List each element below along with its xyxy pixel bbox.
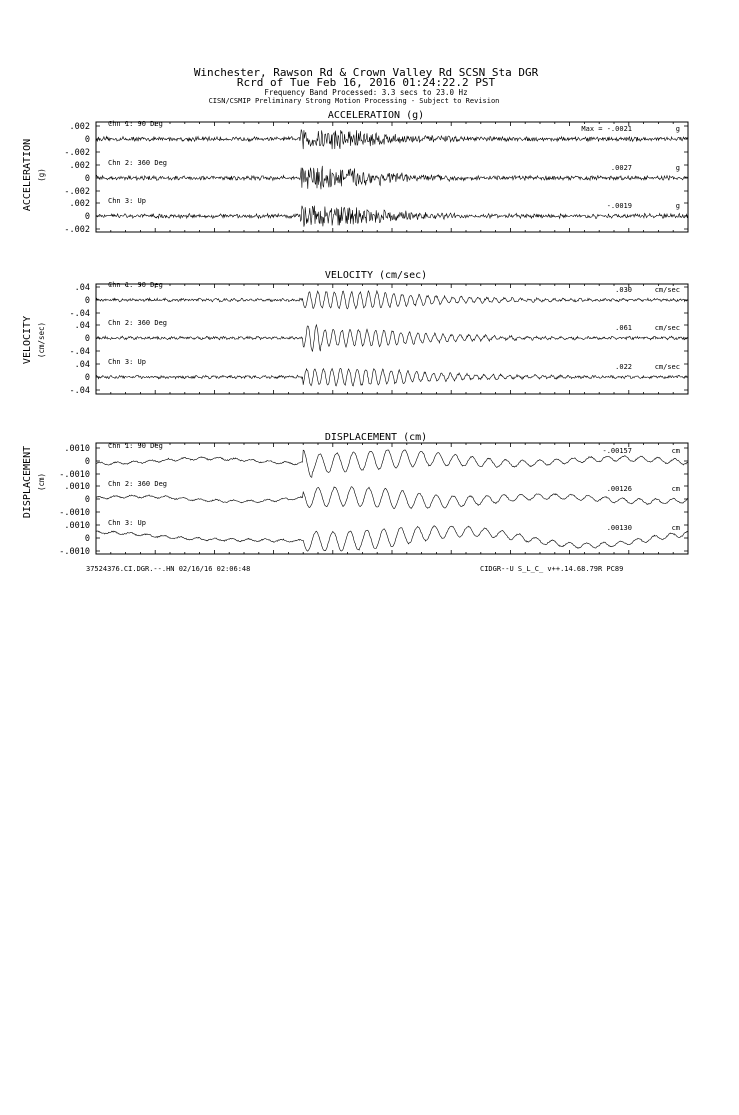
channel-label: Chn 2: 360 Deg	[108, 159, 168, 167]
y-tick-label: -.0010	[59, 547, 90, 557]
y-tick-label: 0	[84, 135, 90, 145]
panel-title: DISPLACEMENT (cm)	[324, 432, 428, 443]
channel-max-unit: cm	[671, 524, 680, 532]
channel-label: Chn 2: 360 Deg	[108, 319, 168, 327]
y-tick-label: .0010	[64, 521, 90, 531]
panel-title: VELOCITY (cm/sec)	[324, 270, 428, 281]
channel-max-unit: g	[675, 202, 680, 210]
y-tick-label: -.002	[64, 225, 90, 235]
channel-label: Chn 1: 90 Deg	[108, 281, 163, 289]
panel-unit-label: (cm/sec)	[37, 321, 46, 359]
panel-title: ACCELERATION (g)	[327, 110, 425, 121]
y-tick-label: .002	[69, 199, 90, 209]
y-tick-label: 0	[84, 296, 90, 306]
channel-trace	[96, 325, 688, 352]
y-tick-label: 0	[84, 334, 90, 344]
y-tick-label: .0010	[64, 482, 90, 492]
y-tick-label: .04	[74, 283, 90, 293]
panel-side-label: VELOCITY	[22, 315, 33, 365]
channel-max-value: -.0019	[606, 202, 632, 210]
y-tick-label: .0010	[64, 444, 90, 454]
channel-trace	[96, 206, 688, 227]
channel-max-unit: cm	[671, 447, 680, 455]
y-tick-label: .002	[69, 161, 90, 171]
y-tick-label: -.0010	[59, 508, 90, 518]
channel-max-value: .00126	[606, 485, 632, 493]
channel-trace	[96, 487, 688, 509]
channel-trace	[96, 450, 688, 477]
channel-max-value: .030	[615, 286, 632, 294]
panel-side-label: ACCELERATION	[22, 138, 33, 212]
y-tick-label: -.0010	[59, 470, 90, 480]
panel-unit-label: (g)	[37, 168, 46, 182]
record-header	[194, 66, 539, 105]
channel-max-unit: cm/sec	[654, 324, 680, 332]
y-tick-label: -.04	[69, 309, 90, 319]
y-tick-label: -.04	[69, 347, 90, 357]
channel-max-value: .022	[615, 363, 632, 371]
channel-max-unit: g	[675, 164, 680, 172]
y-tick-label: -.04	[69, 386, 90, 396]
footer-record-id: 37524376.CI.DGR.--.HN 02/16/16 02:06:48	[86, 565, 251, 573]
record-footer	[86, 565, 623, 573]
y-tick-label: .002	[69, 122, 90, 132]
channel-max-unit: g	[675, 125, 680, 133]
channel-max-value: .061	[615, 324, 632, 332]
y-tick-label: .04	[74, 360, 90, 370]
header-station: Winchester, Rawson Rd & Crown Valley Rd SCSN Sta DGR	[193, 66, 539, 79]
channel-label: Chn 3: Up	[108, 519, 146, 527]
channel-label: Chn 3: Up	[108, 197, 146, 205]
channel-trace	[96, 291, 688, 309]
displacement-panel	[22, 432, 688, 557]
channel-max-unit: cm	[671, 485, 680, 493]
header-record-time: Rcrd of Tue Feb 16, 2016 01:24:22.2 PST	[236, 76, 496, 89]
y-tick-label: 0	[84, 174, 90, 184]
channel-label: Chn 3: Up	[108, 358, 146, 366]
velocity-panel	[22, 270, 688, 396]
acceleration-panel	[22, 110, 688, 235]
header-frequency-band: Frequency Band Processed: 3.3 secs to 23.0 Hz	[264, 88, 468, 97]
channel-max-value: Max = -.0021	[581, 125, 632, 133]
channel-trace	[96, 526, 688, 552]
channel-label: Chn 1: 90 Deg	[108, 442, 163, 450]
channel-trace	[96, 368, 688, 386]
header-processing-note: CISN/CSMIP Preliminary Strong Motion Processing - Subject to Revision	[208, 97, 500, 105]
y-tick-label: .04	[74, 321, 90, 331]
y-tick-label: 0	[84, 495, 90, 505]
y-tick-label: 0	[84, 534, 90, 544]
channel-max-unit: cm/sec	[654, 286, 680, 294]
y-tick-label: 0	[84, 212, 90, 222]
channel-max-unit: cm/sec	[654, 363, 680, 371]
channel-max-value: .0027	[610, 164, 632, 172]
footer-processing-id: CIDGR--U S_L_C_ v++.14.68.79R PC89	[480, 565, 624, 573]
channel-label: Chn 1: 90 Deg	[108, 120, 163, 128]
panel-unit-label: (cm)	[37, 472, 46, 492]
channel-max-value: .00130	[606, 524, 632, 532]
channel-max-value: -.00157	[602, 447, 632, 455]
y-tick-label: 0	[84, 457, 90, 467]
channel-label: Chn 2: 360 Deg	[108, 480, 168, 488]
channel-trace	[96, 166, 688, 189]
panel-side-label: DISPLACEMENT	[22, 445, 33, 519]
y-tick-label: -.002	[64, 148, 90, 158]
y-tick-label: 0	[84, 373, 90, 383]
y-tick-label: -.002	[64, 187, 90, 197]
